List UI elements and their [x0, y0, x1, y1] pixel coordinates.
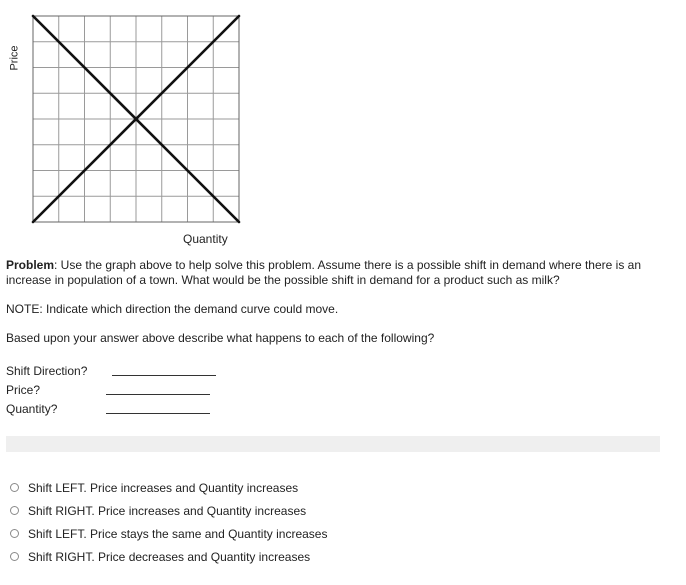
problem-label: Problem [6, 258, 55, 272]
option-label: Shift LEFT. Price increases and Quantity increases [28, 480, 299, 495]
y-axis-label-text: Price [9, 45, 21, 71]
option-1[interactable] [10, 476, 327, 499]
answer-fields [6, 364, 87, 421]
option-2[interactable] [10, 499, 327, 522]
option-label: Shift RIGHT. Price decreases and Quantity increases [28, 549, 311, 564]
option-3[interactable] [10, 522, 327, 545]
note-text: NOTE: Indicate which direction the demand curve could move. [6, 302, 339, 316]
shift-direction-label: Shift Direction? [6, 364, 88, 378]
radio-button[interactable] [10, 552, 19, 561]
supply-demand-chart [28, 12, 244, 224]
radio-button[interactable] [10, 529, 19, 538]
quantity-blank[interactable] [106, 413, 210, 414]
answer-options [10, 476, 327, 568]
problem-statement [6, 258, 656, 288]
quantity-label: Quantity? [6, 402, 58, 416]
shift-direction-blank[interactable] [112, 375, 216, 376]
x-axis-label: Quantity [183, 232, 228, 246]
problem-text: : Use the graph above to help solve this problem. Assume there is a possible shift in demand where there is an increase in population of a town. What would be the possible shift in demand for a product such as milk? [6, 258, 642, 287]
instruction-text: Based upon your answer above describe what happens to each of the following? [6, 331, 435, 345]
quantity-field [6, 402, 87, 421]
price-label: Price? [6, 383, 41, 397]
shift-direction-field [6, 364, 87, 383]
price-blank[interactable] [106, 394, 210, 395]
answer-divider-bar [6, 436, 660, 452]
y-axis-label [7, 38, 23, 78]
price-field [6, 383, 87, 402]
radio-button[interactable] [10, 483, 19, 492]
option-4[interactable] [10, 545, 327, 568]
option-label: Shift RIGHT. Price increases and Quantity increases [28, 503, 307, 518]
radio-button[interactable] [10, 506, 19, 515]
option-label: Shift LEFT. Price stays the same and Quantity increases [28, 526, 328, 541]
